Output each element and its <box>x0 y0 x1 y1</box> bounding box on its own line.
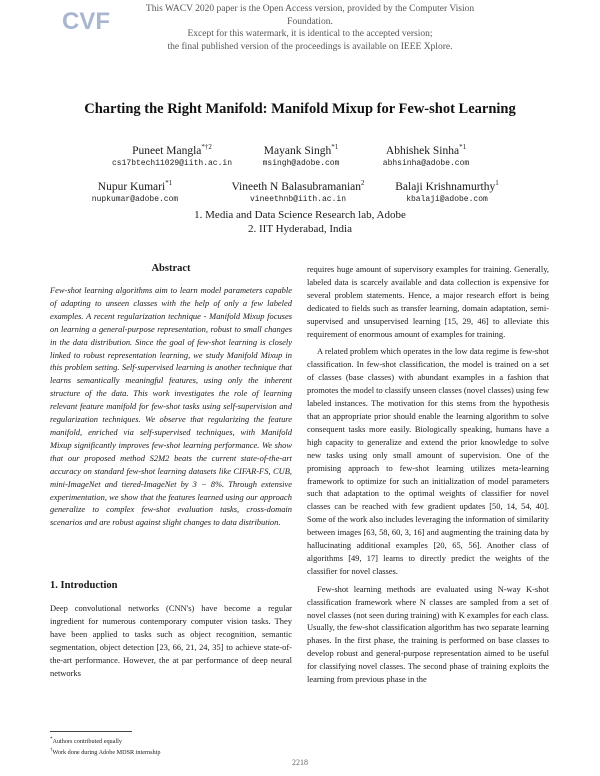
author-name: Balaji Krishnamurthy <box>395 180 496 193</box>
footnote-mark: * <box>50 737 53 742</box>
author-email: vineethnb@iith.ac.in <box>249 194 346 204</box>
footnote-mark: † <box>50 748 53 754</box>
author-email: abhsinha@adobe.com <box>382 158 470 168</box>
author-affil-mark: *1 <box>165 179 173 187</box>
body-paragraph: A related problem which operates in the low data regime is few-shot classification. In few-shot classification, the model is trained on a set of classes (base classes) with abundant examples in a fashion that promotes the model to classify unseen classes (novel classes) using few labeled instances. The motivation for this stems from the hypothesis that an appropriate prior should enable the learning algorithm to solve consequent tasks more easily. Biologically speaking, humans have a high capacity to generalize and extend the prior knowledge to solve new tasks using only small amount of supervision. One of the promising approach to few-shot learning utilizes meta-learning framework to optimize for such an initialization of model parameters such that adaptation to the optimal weights of classifier for novel classes can be reached with few gradient updates [50, 14, 54, 40]. Some of the work also includes leveraging the information of similarity between images [63, 58, 60, 3, 16] and augmenting the training data by hallucinating additional examples [20, 65, 56]. Another class of algorithms [49, 17] learns to directly predict the weights of the classifier for novel classes. <box>307 346 549 576</box>
open-access-watermark <box>130 3 490 53</box>
author-affil-mark: *1 <box>459 143 467 151</box>
right-column <box>307 263 549 686</box>
author-affil-mark: 2 <box>361 179 365 187</box>
author-email: nupkumar@adobe.com <box>91 194 179 204</box>
author-name: Abhishek Sinha <box>385 144 460 157</box>
footnote <box>50 746 292 757</box>
affiliation: 1. Media and Data Science Research lab, Adobe <box>194 209 406 221</box>
page-number: 2218 <box>292 758 308 767</box>
footnotes <box>50 735 292 757</box>
watermark-line: This WACV 2020 paper is the Open Access version, provided by the Computer Vision Foundation. <box>145 4 475 27</box>
body-paragraph: Few-shot learning methods are evaluated using N-way K-shot classification framework where N classes are sampled from a set of novel classes (not seen during training) with K examples for each class. Usually, the few-shot classification algorithm has two separate learning phases. In the first phase, the training is performed on base classes to develop robust and general-purpose representation aimed to be useful for classifying novel classes. The second phase of training exploits the learning from previous phase in the <box>307 583 549 685</box>
watermark-line: Except for this watermark, it is identical to the accepted version; <box>187 29 433 39</box>
author-affil-mark: *†2 <box>201 143 212 151</box>
paper-title: Charting the Right Manifold: Manifold Mixup for Few-shot Learning <box>84 101 516 117</box>
author-name: Vineeth N Balasubramanian <box>231 180 362 193</box>
author-block <box>357 176 537 205</box>
footnote-rule <box>50 731 132 732</box>
svg-text:CVF: CVF <box>62 8 110 34</box>
author-block <box>336 140 516 169</box>
footnote-text: Authors contributed equally <box>52 738 122 746</box>
intro-paragraph: Deep convolutional networks (CNN's) have become a regular ingredient for numerous contemporary computer vision tasks. They have been applied to tasks such as object recognition, semantic segmentation, object detection [23, 66, 21, 24, 35] to achieve state-of-the-art performance. However, the at par performance of deep neural networks <box>50 603 292 678</box>
watermark-line: the final published version of the proceedings is available on IEEE Xplore. <box>167 41 453 52</box>
author-name: Mayank Singh <box>263 144 332 157</box>
cvf-logo <box>60 6 116 34</box>
author-affil-mark: *1 <box>331 143 339 151</box>
abstract-body: Few-shot learning algorithms aim to learn model parameters capable of adapting to unseen classes with the help of only a few labeled examples. A recent regularization technique - Manifold Mixup focuses on learning a general-purpose representation, robust to small changes in the data distribution. Since the goal of few-shot learning is closely linked to robust representation learning, we study Manifold Mixup in this problem setting. Self-supervised learning is another technique that learns semantically meaningful features, using only the inherent structure of the data. This work investigates the role of learning relevant feature manifold for few-shot tasks using self-supervision and regularization techniques. We observe that regularizing the feature manifold, enriched via self-supervised techniques, with Manifold Mixup significantly improves few-shot learning performance. We show that our proposed method S2M2 beats the current state-of-the-art accuracy on standard few-shot learning datasets like CIFAR-FS, CUB, mini-ImageNet and tiered-ImageNet by 3 − 8%. Through extensive experimentation, we show that the features learned using our approach generalize to complex few-shot evaluation tasks, cross-domain scenarios and are robust against slight changes to data distribution. <box>50 285 292 528</box>
affiliation: 2. IIT Hyderabad, India <box>248 223 352 235</box>
footnote <box>50 735 292 746</box>
author-affil-mark: 1 <box>495 179 499 187</box>
body-paragraph: requires huge amount of supervisory examples for training. Generally, labeled data is scarcely available and data collection is expensive for several problem statements. Hence, a major research effort is being dedicated to fields such as transfer learning, domain adaptation, semi-supervised and unsupervised learning [15, 29, 46] to alleviate this requirement of enormous amount of examples for training. <box>307 264 549 339</box>
abstract-heading: Abstract <box>151 263 191 274</box>
section-heading: 1. Introduction <box>50 580 118 591</box>
author-email: msingh@adobe.com <box>262 158 340 168</box>
author-name: Puneet Mangla <box>132 144 202 157</box>
author-name: Nupur Kumari <box>97 180 166 193</box>
author-email: kbalaji@adobe.com <box>406 194 488 204</box>
footnote-text: Work done during Adobe MDSR internship <box>52 749 161 757</box>
author-email: cs17btech11029@iith.ac.in <box>111 158 233 168</box>
